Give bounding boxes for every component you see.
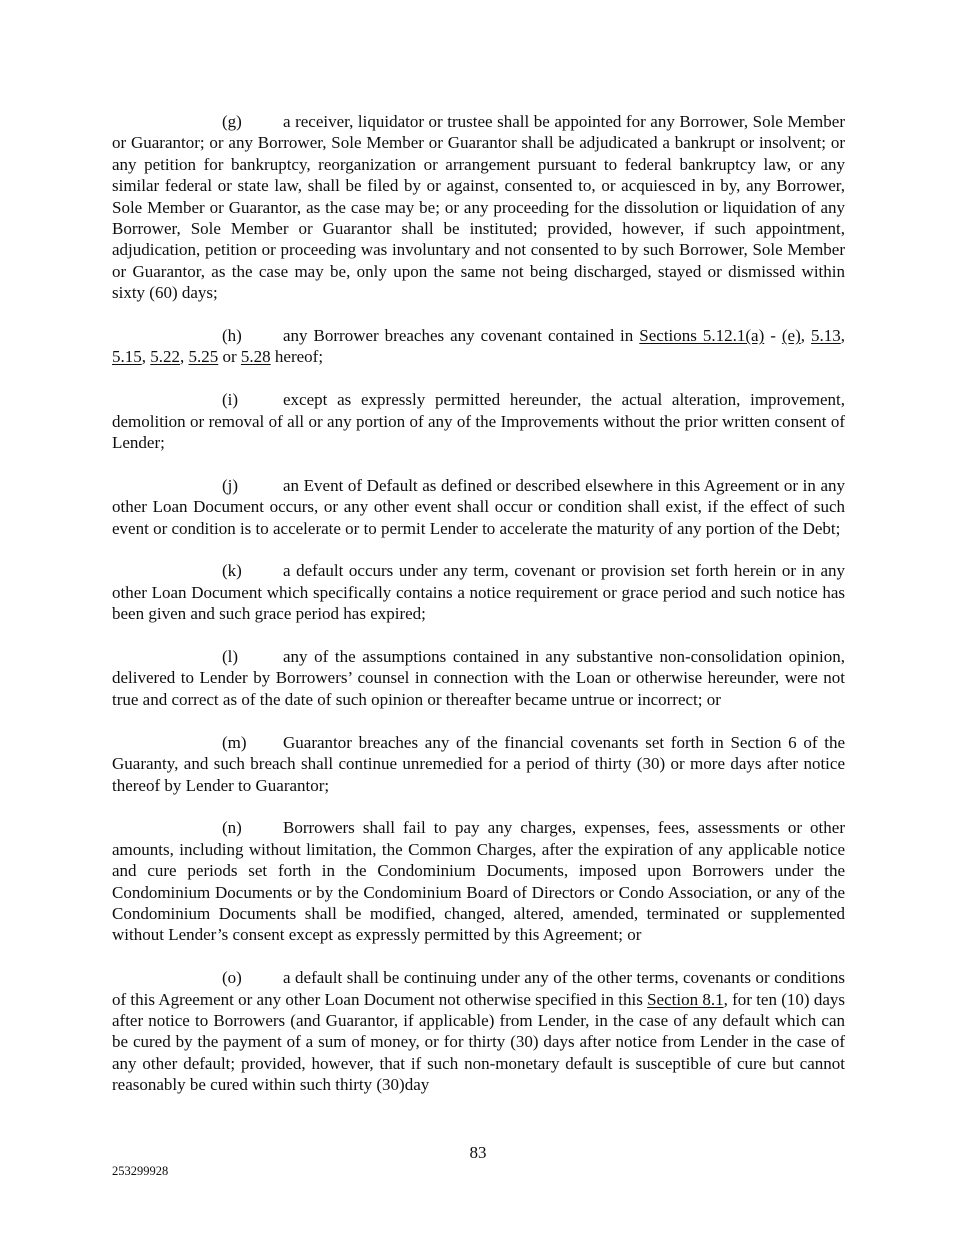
paragraph-m	[112, 732, 845, 796]
section-reference: 5.25	[188, 347, 219, 367]
paragraph-g	[112, 111, 845, 304]
paragraph-label: (k)	[222, 561, 242, 581]
section-reference: (e)	[781, 326, 801, 346]
paragraph-j	[112, 475, 845, 539]
paragraph-text: a default shall be continuing under any of the other terms, covenants or conditions of this Agreement or any other Loan Document not otherwise specified in this Section 8.1, for ten (10) days after notice to Borrowers (and Guarantor, if applicable) from Lender, in the case of any default which can be cured by the payment of a sum of money, or for thirty (30) days after notice from Lender in the case of any other default; provided, however, that if such non-monetary default is susceptible of cure but cannot reasonably be cured within such thirty (30)day	[112, 968, 845, 1095]
paragraph-label: (l)	[222, 647, 239, 667]
document-id-number: 253299928	[112, 1164, 169, 1178]
paragraph-i	[112, 389, 845, 453]
paragraph-label: (j)	[222, 475, 239, 495]
paragraph-o	[112, 967, 845, 1095]
paragraph-text: any of the assumptions contained in any substantive non-consolidation opinion, delivered to Lender by Borrowers’ counsel in connection with the Loan or otherwise hereunder, were not true and correct as of the date of such opinion or thereafter became untrue or incorrect; or	[112, 647, 845, 709]
document-body	[112, 111, 845, 1096]
paragraph-label: (n)	[222, 818, 242, 838]
section-reference: 5.28	[240, 347, 271, 367]
paragraph-text: a receiver, liquidator or trustee shall be appointed for any Borrower, Sole Member or Guarantor; or any Borrower, Sole Member or Guarantor shall be adjudicated a bankrupt or insolvent; or any petition for bankruptcy, reorganization or arrangement pursuant to federal bankruptcy law, or any similar federal or state law, shall be filed by or against, consented to, or acquiesced in by, any Borrower, Sole Member or Guarantor, as the case may be; or any proceeding for the dissolution or liquidation of any Borrower, Sole Member or Guarantor shall be instituted; provided, however, if such appointment, adjudication, petition or proceeding was involuntary and not consented to by such Borrower, Sole Member or Guarantor, as the case may be, only upon the same not being discharged, stayed or dismissed within sixty (60) days;	[112, 112, 845, 303]
paragraph-text: any Borrower breaches any covenant contained in Sections 5.12.1(a) - (e), 5.13, 5.15, 5.22, 5.25 or 5.28 hereof;	[112, 326, 846, 367]
section-reference: 5.13	[811, 326, 841, 346]
paragraph-text: Guarantor breaches any of the financial covenants set forth in Section 6 of the Guaranty, and such breach shall continue unremedied for a period of thirty (30) or more days after notice thereof by Lender to Guarantor;	[112, 732, 845, 795]
section-reference: 5.15	[112, 347, 142, 367]
section-reference: 5.22	[150, 347, 180, 367]
paragraph-text: an Event of Default as defined or described elsewhere in this Agreement or in any other Loan Document occurs, or any other event shall occur or condition shall exist, if the effect of such event or condition is to accelerate or to permit Lender to accelerate the maturity of any portion of the Debt;	[112, 475, 845, 538]
paragraph-l	[112, 646, 845, 710]
paragraph-label: (h)	[222, 326, 242, 346]
paragraph-text: a default occurs under any term, covenant or provision set forth herein or in any other Loan Document which specifically contains a notice requirement or grace period and such notice has been given and such grace period has expired;	[112, 561, 845, 624]
paragraph-label: (m)	[222, 732, 247, 752]
section-reference: Section 8.1	[647, 989, 724, 1009]
paragraph-k	[112, 560, 845, 624]
paragraph-n	[112, 817, 845, 945]
paragraph-h	[112, 325, 845, 368]
page-number: 83	[469, 1143, 487, 1162]
paragraph-text: Borrowers shall fail to pay any charges, expenses, fees, assessments or other amounts, including without limitation, the Common Charges, after the expiration of any applicable notice and cure periods set forth in the Condominium Documents, imposed upon Borrowers under the Condominium Documents or by the Condominium Board of Directors or Condo Association, or any of the Condominium Documents shall be modified, changed, altered, amended, terminated or supplemented without Lender’s consent except as expressly permitted by this Agreement; or	[112, 818, 845, 945]
paragraph-text: except as expressly permitted hereunder, the actual alteration, improvement, demolition or removal of all or any portion of any of the Improvements without the prior written consent of Lender;	[112, 390, 845, 453]
paragraph-label: (i)	[222, 390, 239, 410]
paragraph-label: (o)	[222, 968, 242, 988]
section-reference: Sections 5.12.1(a)	[639, 326, 765, 346]
paragraph-label: (g)	[222, 112, 242, 131]
